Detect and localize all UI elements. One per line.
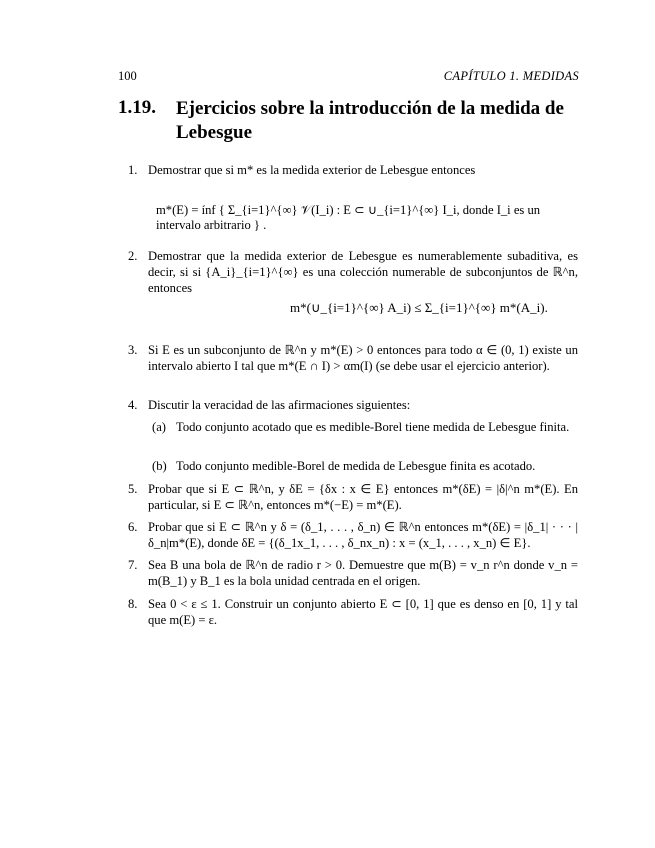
subitem-text: Todo conjunto acotado que es medible-Borel tiene medida de Lebesgue finita. (176, 420, 570, 434)
subitem-label: (b) (152, 459, 167, 473)
exercise-text: Sea 0 < ε ≤ 1. Construir un conjunto abierto E ⊂ [0, 1] que es denso en [0, 1] y tal que m(E) = ε. (148, 597, 578, 627)
subitem-label: (a) (152, 420, 166, 434)
exercise-text: Probar que si E ⊂ ℝ^n, y δE = {δx : x ∈ E} entonces m*(δE) = |δ|^n m*(E). En particular, si E ⊂ ℝ^n, entonces m*(−E) = m*(E). (148, 482, 578, 512)
exercise-number: 8. (128, 597, 138, 611)
section-number: 1.19. (118, 97, 156, 118)
running-header-chapter: CAPÍTULO 1. MEDIDAS (443, 69, 579, 83)
exercise-number: 4. (128, 398, 138, 412)
exercise-number: 3. (128, 343, 138, 357)
exercise-number: 6. (128, 520, 138, 534)
exercise-text: Discutir la veracidad de las afirmaciones siguientes: (148, 398, 411, 412)
exercise-number: 2. (128, 249, 138, 263)
exercise-number: 1. (128, 163, 138, 177)
exercise-text: Demostrar que si m* es la medida exterior de Lebesgue entonces (148, 163, 476, 177)
page-number: 100 (118, 69, 137, 83)
exercise-text: Demostrar que la medida exterior de Lebesgue es numerablemente subaditiva, es decir, si si {A_i}_{i=1}^{∞} es una colección numerable de subconjuntos de ℝ^n, entonces (148, 249, 578, 295)
exercise-number: 5. (128, 482, 138, 496)
exercise-number: 7. (128, 558, 138, 572)
formula-text: m*(E) = ínf { Σ_{i=1}^{∞} 𝒱(I_i) : E ⊂ ∪_{i=1}^{∞} I_i, donde I_i es un intervalo arbitrario } . (156, 203, 541, 232)
exercise-text: Sea B una bola de ℝ^n de radio r > 0. Demuestre que m(B) = v_n r^n donde v_n = m(B_1) y B_1 es la bola unidad centrada en el origen. (148, 558, 578, 588)
exercise-text: Probar que si E ⊂ ℝ^n y δ = (δ_1, . . . , δ_n) ∈ ℝ^n entonces m*(δE) = |δ_1| · · · |δ_n|m*(E), donde δE = {(δ_1x_1, . . . , δ_nx_n) : x = (x_1, . . . , x_n) ∈ E}. (148, 520, 578, 550)
exercise-text: Si E es un subconjunto de ℝ^n y m*(E) > 0 entonces para todo α ∈ (0, 1) existe un intervalo abierto I tal que m*(E ∩ I) > αm(I) (se debe usar el ejercicio anterior). (148, 343, 578, 373)
exercise-formula (156, 186, 576, 233)
exercise-formula: m*(∪_{i=1}^{∞} A_i) ≤ Σ_{i=1}^{∞} m*(A_i). (290, 300, 548, 315)
subitem-text: Todo conjunto medible-Borel de medida de Lebesgue finita es acotado. (176, 459, 536, 473)
section-title: Ejercicios sobre la introducción de la medida de Lebesgue (176, 98, 564, 143)
